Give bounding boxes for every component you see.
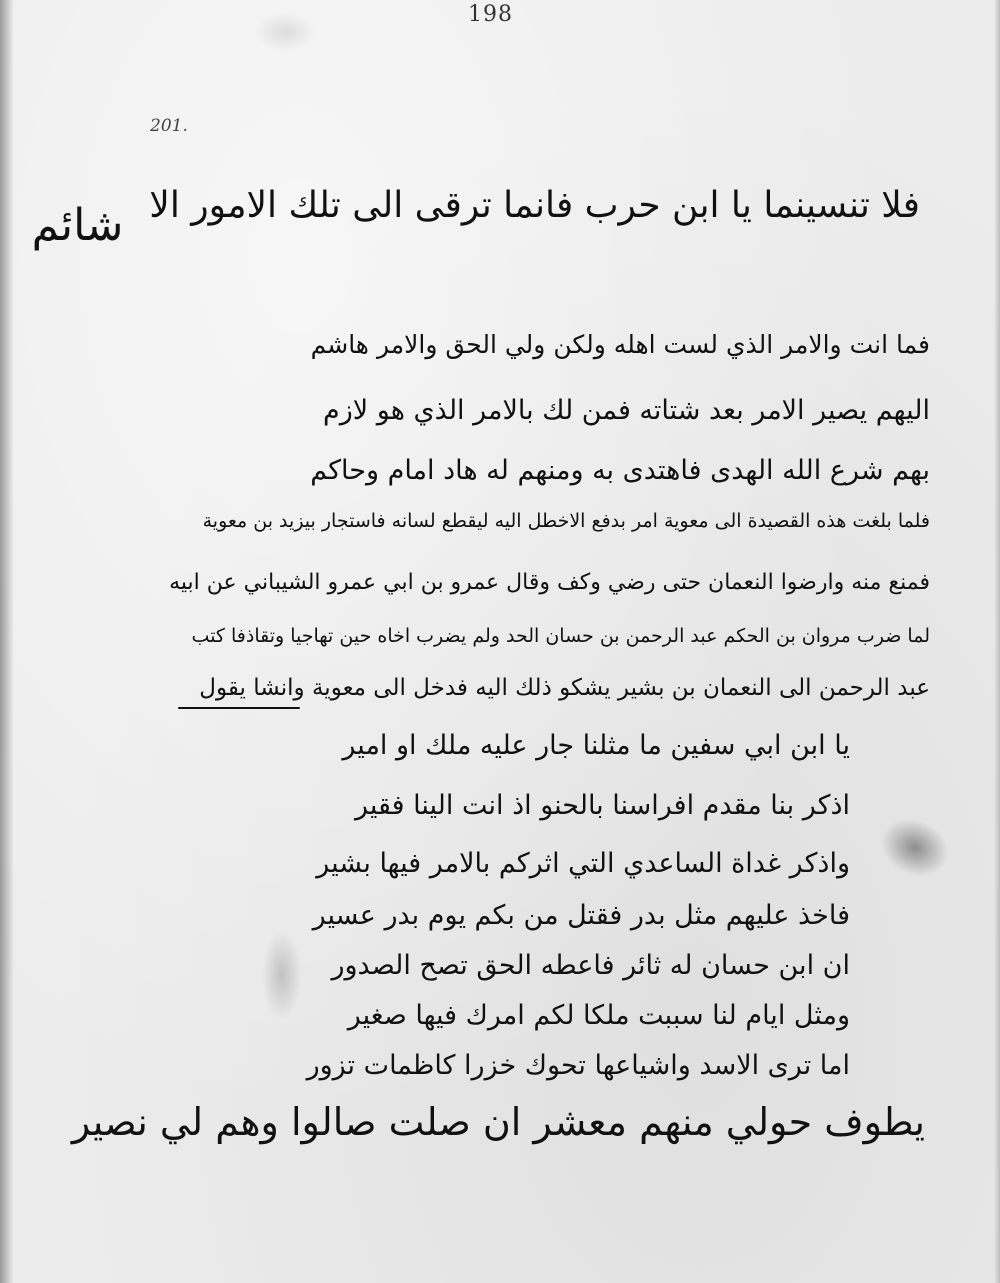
meter-note: شائم	[31, 200, 124, 251]
prose-line: بهم شرع الله الهدى فاهتدى به ومنهم له هاد امام وحاكم	[310, 455, 930, 486]
prose-line: لما ضرب مروان بن الحكم عبد الرحمن بن حسان الحد ولم يضرب اخاه حين تهاجيا وتقاذفا كتب	[191, 625, 930, 647]
poem-line: اما ترى الاسد واشياعها تحوك خزرا كاظمات تزور	[306, 1050, 850, 1081]
prose-line: عبد الرحمن الى النعمان بن بشير يشكو ذلك اليه فدخل الى معوية وانشا يقول	[199, 675, 930, 701]
poem-line: ومثل ايام لنا سببت ملكا لكم امرك فيها صغير	[347, 1000, 850, 1031]
poem-line: اذكر بنا مقدم افراسنا بالحنو اذ انت الينا فقير	[354, 790, 850, 821]
poem-line: ان ابن حسان له ثائر فاعطه الحق تصح الصدور	[331, 950, 850, 981]
folio-number: 198	[468, 2, 513, 27]
poem-line: واذكر غداة الساعدي التي اثركم بالامر فيها بشير	[316, 848, 850, 879]
large-verse-top: فلا تنسينما يا ابن حرب فانما ترقى الى تلك الامور الا	[149, 185, 920, 226]
prose-line: فلما بلغت هذه القصيدة الى معوية امر بدفع الاخطل اليه ليقطع لسانه فاستجار بيزيد بن معوية	[202, 510, 930, 532]
poem-line: فاخذ عليهم مثل بدر فقتل من بكم يوم بدر عسير	[312, 900, 850, 931]
old-folio-number: 201.	[150, 116, 188, 136]
poem-line: يا ابن ابي سفين ما مثلنا جار عليه ملك او امير	[342, 730, 850, 761]
page-edge-shadow-left	[0, 0, 14, 1283]
ink-smudge	[262, 930, 302, 1020]
ink-smudge	[255, 12, 315, 52]
line-extension-stroke	[178, 707, 300, 709]
prose-line: فما انت والامر الذي لست اهله ولكن ولي الحق والامر هاشم	[310, 330, 930, 359]
prose-line: فمنع منه وارضوا النعمان حتى رضي وكف وقال عمرو بن ابي عمرو الشيباني عن ابيه	[169, 570, 930, 595]
prose-line: اليهم يصير الامر بعد شتاته فمن لك بالامر الذي هو لازم	[323, 395, 930, 426]
ink-smudge	[872, 808, 959, 887]
page-edge-shadow-right	[994, 0, 1000, 1283]
large-verse-bottom: يطوف حولي منهم معشر ان صلت صالوا وهم لي نصير	[71, 1100, 925, 1144]
